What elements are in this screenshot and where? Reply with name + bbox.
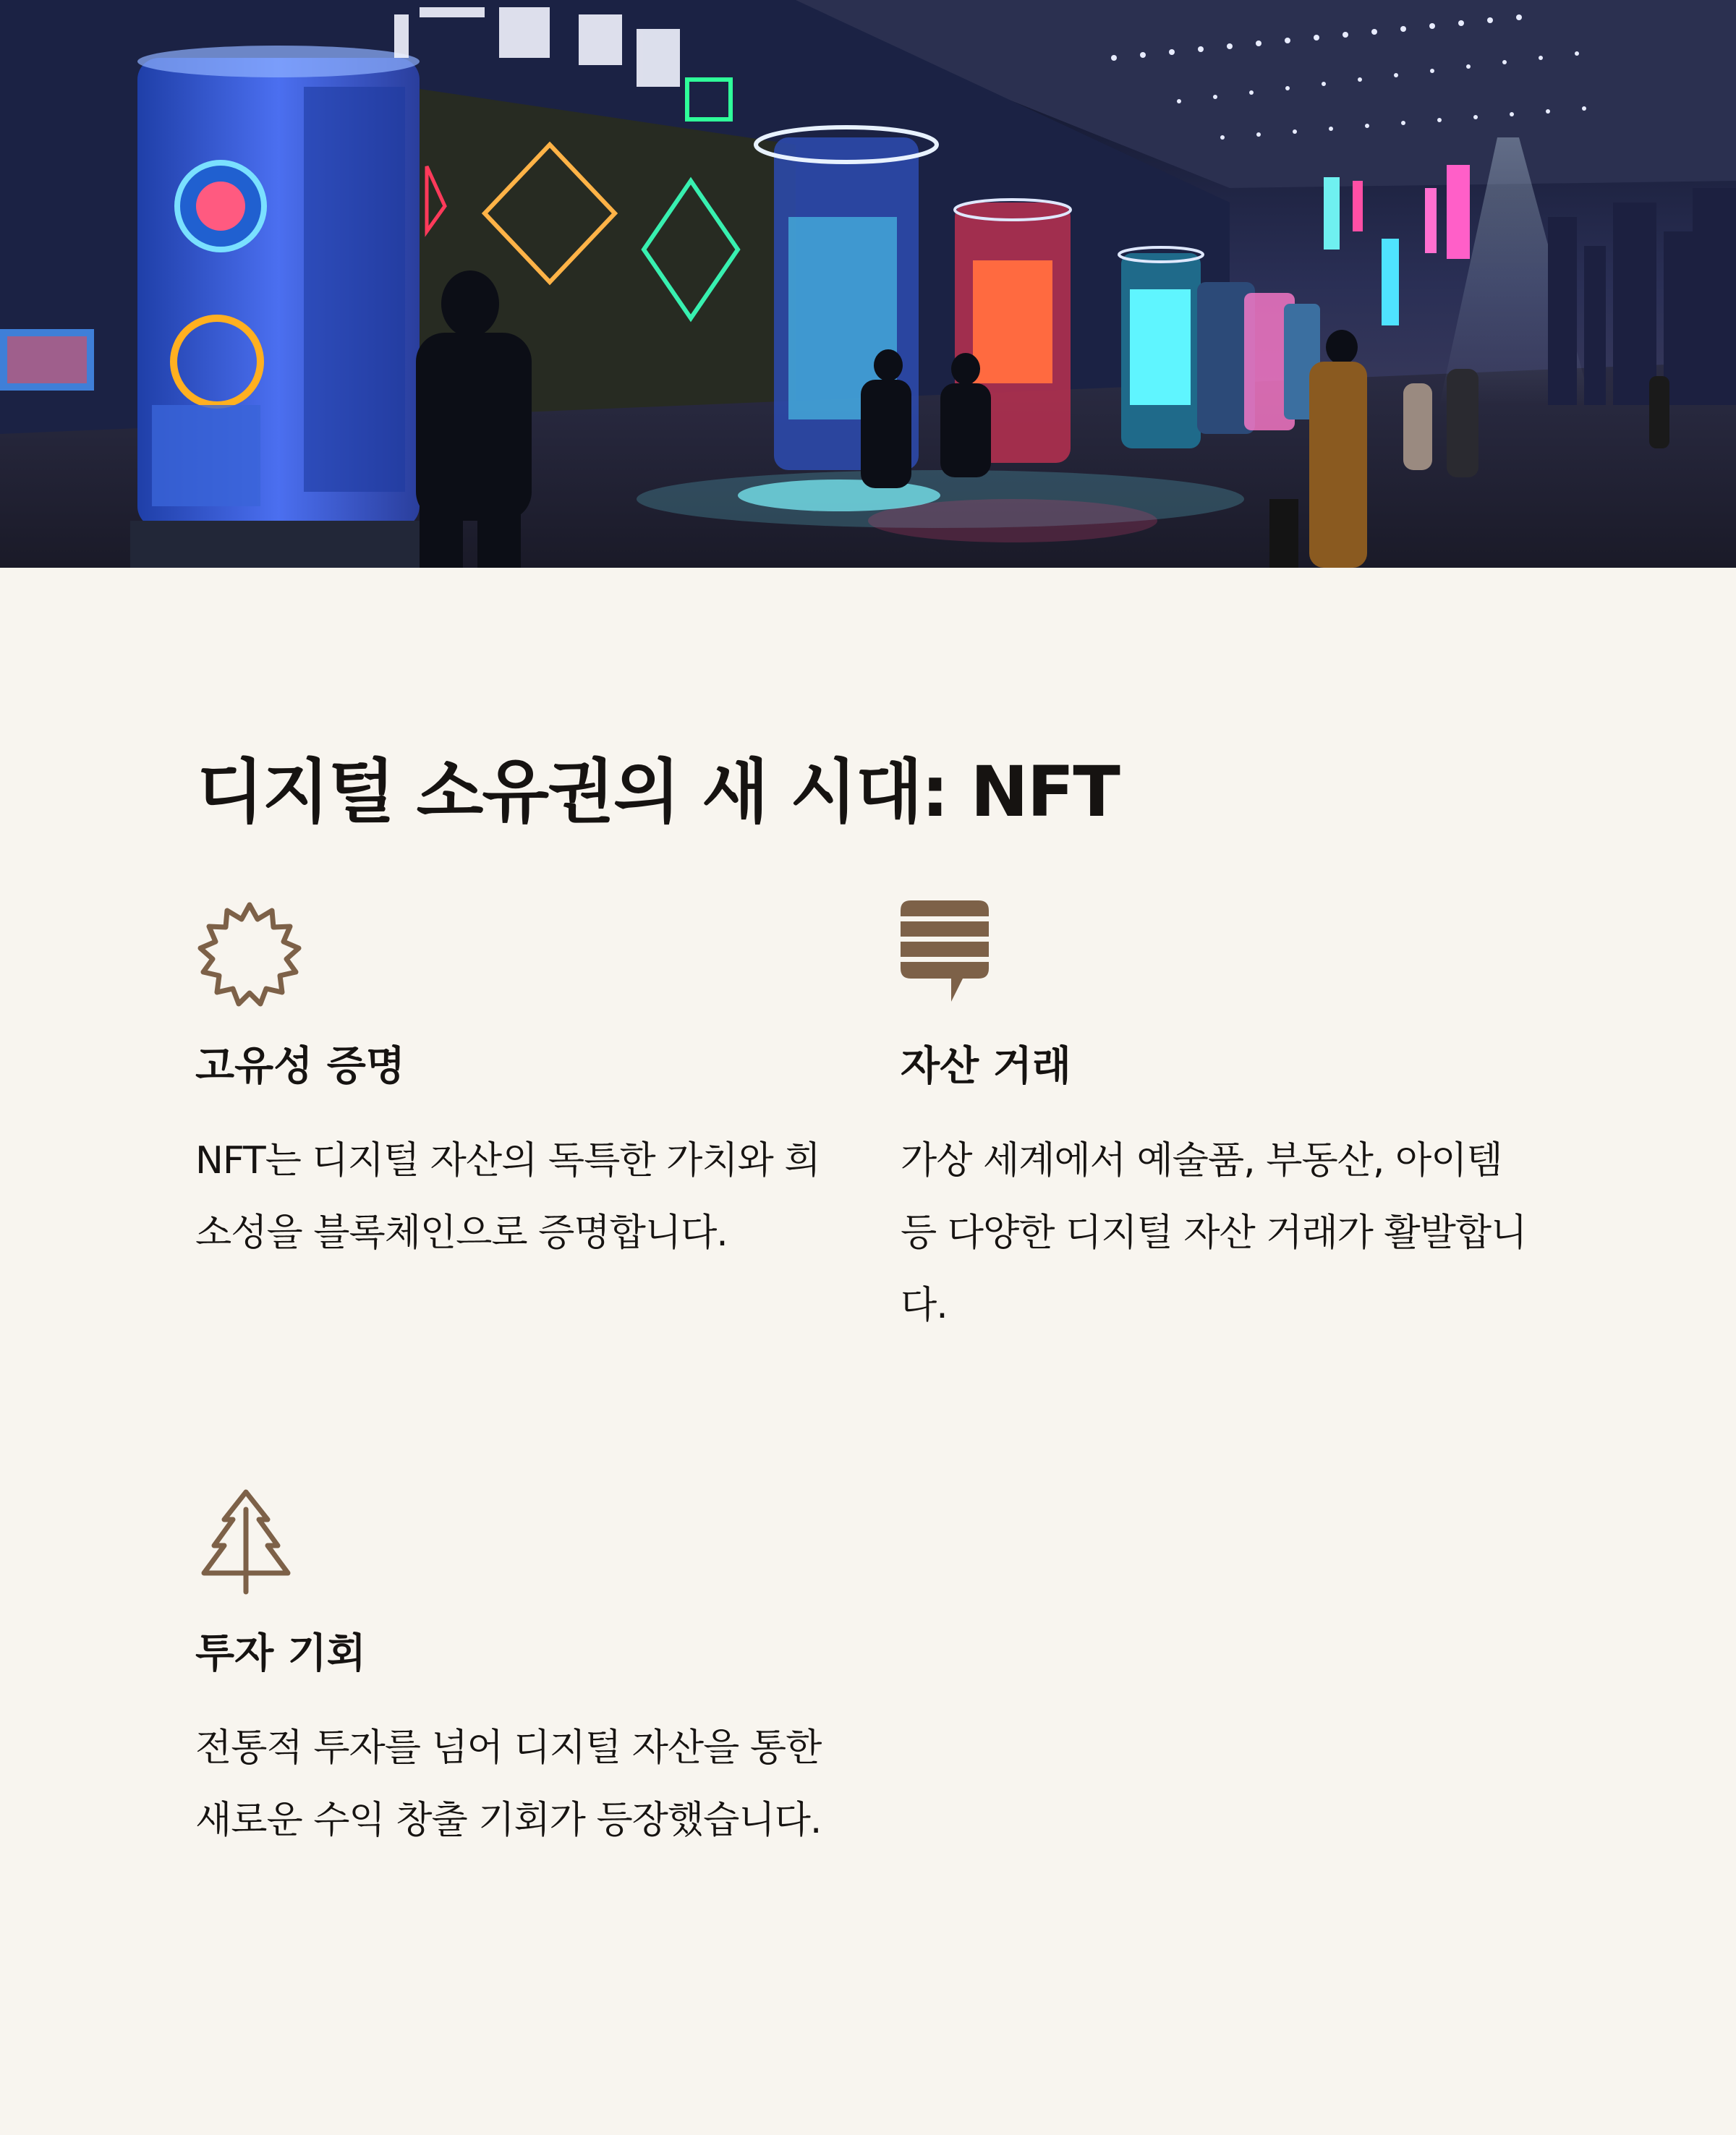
feature-uniqueness	[195, 900, 832, 1255]
feature-description: 전통적 투자를 넘어 디지털 자산을 통한 새로운 수익 창출 기회가 등장했습니다.	[195, 1726, 822, 1842]
feature-trading	[901, 900, 1537, 1327]
feature-investment	[195, 1488, 832, 1842]
feature-description: 가상 세계에서 예술품, 부동산, 아이템 등 다양한 디지털 자산 거래가 활발합니다.	[901, 1139, 1527, 1327]
feature-description: NFT는 디지털 자산의 독특한 가치와 희소성을 블록체인으로 증명합니다.	[195, 1139, 820, 1255]
tree-icon	[195, 1488, 304, 1596]
starburst-icon	[195, 900, 304, 1009]
feature-title: 투자 기회	[195, 1630, 366, 1677]
feature-title: 고유성 증명	[195, 1043, 405, 1090]
hero-image	[0, 0, 1736, 568]
page-title: 디지털 소유권의 새 시대: NFT	[197, 751, 1119, 832]
feature-title: 자산 거래	[901, 1043, 1071, 1090]
chat-bubble-icon	[901, 900, 1009, 1009]
content-section	[0, 568, 1736, 2135]
